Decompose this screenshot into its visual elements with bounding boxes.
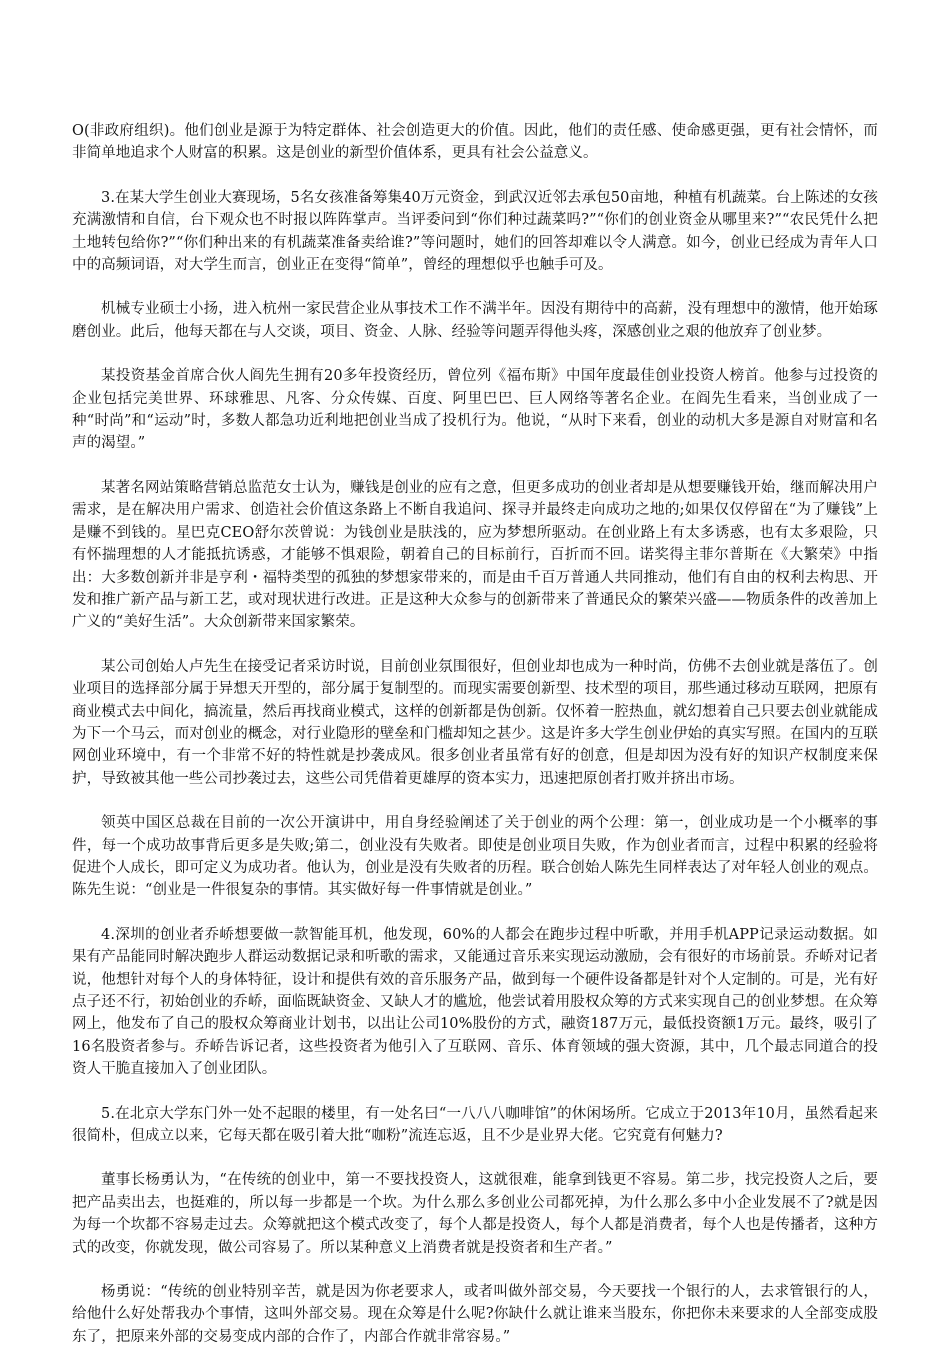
paragraph-case-4-smart-earphone: 4.深圳的创业者乔峤想要做一款智能耳机，他发现，60%的人都会在跑步过程中听歌，并用手机APP记录运动数据。如果有产品能同时解决跑步人群运动数据记录和听歌的需求，又能通过音乐来实现运动激励，会有很好的市场前景。乔峤对记者说，他想针对每个人的身体特征，设计和提供有效的音乐服务产品，做到每一个硬件设备都是针对个人定制的。可是，光有好点子还不行，初始创业的乔峤，面临既缺资金、又缺人才的尴尬，他尝试着用股权众筹的方式来实现自己的创业梦想。在众筹网上，他发布了自己的股权众筹商业计划书，以出让公司10%股份的方式，融资187万元，最低投资额1万元。最终，吸引了16名股资者参与。乔峤告诉记者，这些投资者为他引入了互联网、音乐、体育领域的强大资源，其中，几个最志同道合的投资人干脆直接加入了创业团队。: [72, 926, 878, 1078]
paragraph-investor-yan: 某投资基金首席合伙人阎先生拥有20多年投资经历，曾位列《福布斯》中国年度最佳创业投资人榜首。他参与过投资的企业包括完美世界、环球雅思、凡客、分众传媒、百度、阿里巴巴、巨人网络等著名企业。在阎先生看来，当创业成了一种“时尚”和“运动”时，多数人都急功近利地把创业当成了投机行为。他说，“从时下来看，创业的动机大多是源自对财富和名声的渴望。”: [72, 368, 878, 452]
paragraph-linkedin-president: 领英中国区总裁在目前的一次公开演讲中，用自身经验阐述了关于创业的两个公理：第一，创业成功是一个小概率的事件，每一个成功故事背后更多是失败;第二，创业没有失败者。即使是创业项目失败，作为创业者而言，过程中积累的经验将促进个人成长，即可定义为成功者。他认为，创业是没有失败者的历程。联合创始人陈先生同样表达了对年轻人创业的观点。陈先生说：“创业是一件很复杂的事情。其实做好每一件事情就是创业。”: [72, 815, 878, 899]
paragraph-case-5-cafe: 5.在北京大学东门外一处不起眼的楼里，有一处名曰“一八八八咖啡馆”的休闲场所。它成立于2013年10月，虽然看起来很简朴，但成立以来，它每天都在吸引着大批“咖粉”流连忘返，且不少是业界大佬。它究竟有何魅力?: [72, 1105, 878, 1145]
paragraph-founder-lu: 某公司创始人卢先生在接受记者采访时说，目前创业氛围很好，但创业却也成为一种时尚，仿佛不去创业就是落伍了。创业项目的选择部分属于异想天开型的，部分属于复制型的。而现实需要创新型、技术型的项目，那些通过移动互联网，把原有商业模式去中间化，搞流量，然后再找商业模式，这样的创新都是伪创新。仅怀着一腔热血，就幻想着自己只要去创业就能成为下一个马云，而对创业的概念，对行业隐形的壁垒和门槛却知之甚少。这是许多大学生创业伊始的真实写照。在国内的互联网创业环境中，有一个非常不好的特性就是抄袭成风。很多创业者虽常有好的创意，但是却因为没有好的知识产权制度来保护，导致被其他一些公司抄袭过去，这些公司凭借着更雄厚的资本实力，迅速把原创者打败并挤出市场。: [72, 658, 878, 787]
paragraph-yang-quote: 杨勇说：“传统的创业特别辛苦，就是因为你老要求人，或者叫做外部交易，今天要找一个银行的人，去求管银行的人，给他什么好处帮我办个事情，这叫外部交易。现在众筹是什么呢?你缺什么就让谁来当股东，你把你未来要求的人全部变成股东了，把原来外部的交易变成内部的合作了，内部合作就非常容易。”: [72, 1284, 878, 1345]
document-body: [72, 120, 878, 1370]
paragraph-xiaoyang: 机械专业硕士小扬，进入杭州一家民营企业从事技术工作不满半年。因没有期待中的高薪，没有理想中的激情，他开始琢磨创业。此后，他每天都在与人交谈，项目、资金、人脉、经验等问题弄得他头疼，深感创业之艰的他放弃了创业梦。: [72, 301, 878, 340]
paragraph-chairman-yang: 董事长杨勇认为，“在传统的创业中，第一不要找投资人，这就很难，能拿到钱更不容易。第二步，找完投资人之后，要把产品卖出去，也挺难的，所以每一步都是一个坎。为什么那么多创业公司都死掉，为什么那么多中小企业发展不了?就是因为每一个坎都不容易走过去。众筹就把这个模式改变了，每个人都是投资人，每个人都是消费者，每个人也是传播者，这种方式的改变，你就发现，做公司容易了。所以某种意义上消费者就是投资者和生产者。”: [72, 1172, 878, 1256]
paragraph-director-fan: 某著名网站策略营销总监范女士认为，赚钱是创业的应有之意，但更多成功的创业者却是从想要赚钱开始，继而解决用户需求，是在解决用户需求、创造社会价值这条路上不断自我追问、探寻并最终走向成功之地的;如果仅仅停留在“为了赚钱”上是赚不到钱的。星巴克CEO舒尔茨曾说：为钱创业是肤浅的，应为梦想所驱动。在创业路上有太多诱惑，也有太多艰险，只有怀揣理想的人才能抵抗诱惑，才能够不惧艰险，朝着自己的目标前行，百折而不回。诺奖得主菲尔普斯在《大繁荣》中指出：大多数创新并非是亨利・福特类型的孤独的梦想家带来的，而是由千百万普通人共同推动，他们有自由的权利去构思、开发和推广新产品与新工艺，或对现状进行改进。正是这种大众参与的创新带来了普通民众的繁荣兴盛——物质条件的改善加上广义的“美好生活”。大众创新带来国家繁荣。: [72, 479, 878, 631]
paragraph-ngo-continuation: O(非政府组织)。他们创业是源于为特定群体、社会创造更大的价值。因此，他们的责任感、使命感更强，更有社会情怀，而非简单地追求个人财富的积累。这是创业的新型价值体系，更具有社会公益意义。: [72, 123, 878, 162]
paragraph-case-3-organic-vegetables: 3.在某大学生创业大赛现场，5名女孩准备筹集40万元资金，到武汉近邻去承包50亩地，种植有机蔬菜。台上陈述的女孩充满激情和自信，台下观众也不时报以阵阵掌声。当评委问到“你们种过蔬菜吗?”“你们的创业资金从哪里来?”“农民凭什么把土地转包给你?”“你们种出来的有机蔬菜准备卖给谁?”等问题时，她们的回答却难以令人满意。如今，创业已经成为青年人口中的高频词语，对大学生而言，创业正在变得“简单”，曾经的理想似乎也触手可及。: [72, 189, 878, 274]
